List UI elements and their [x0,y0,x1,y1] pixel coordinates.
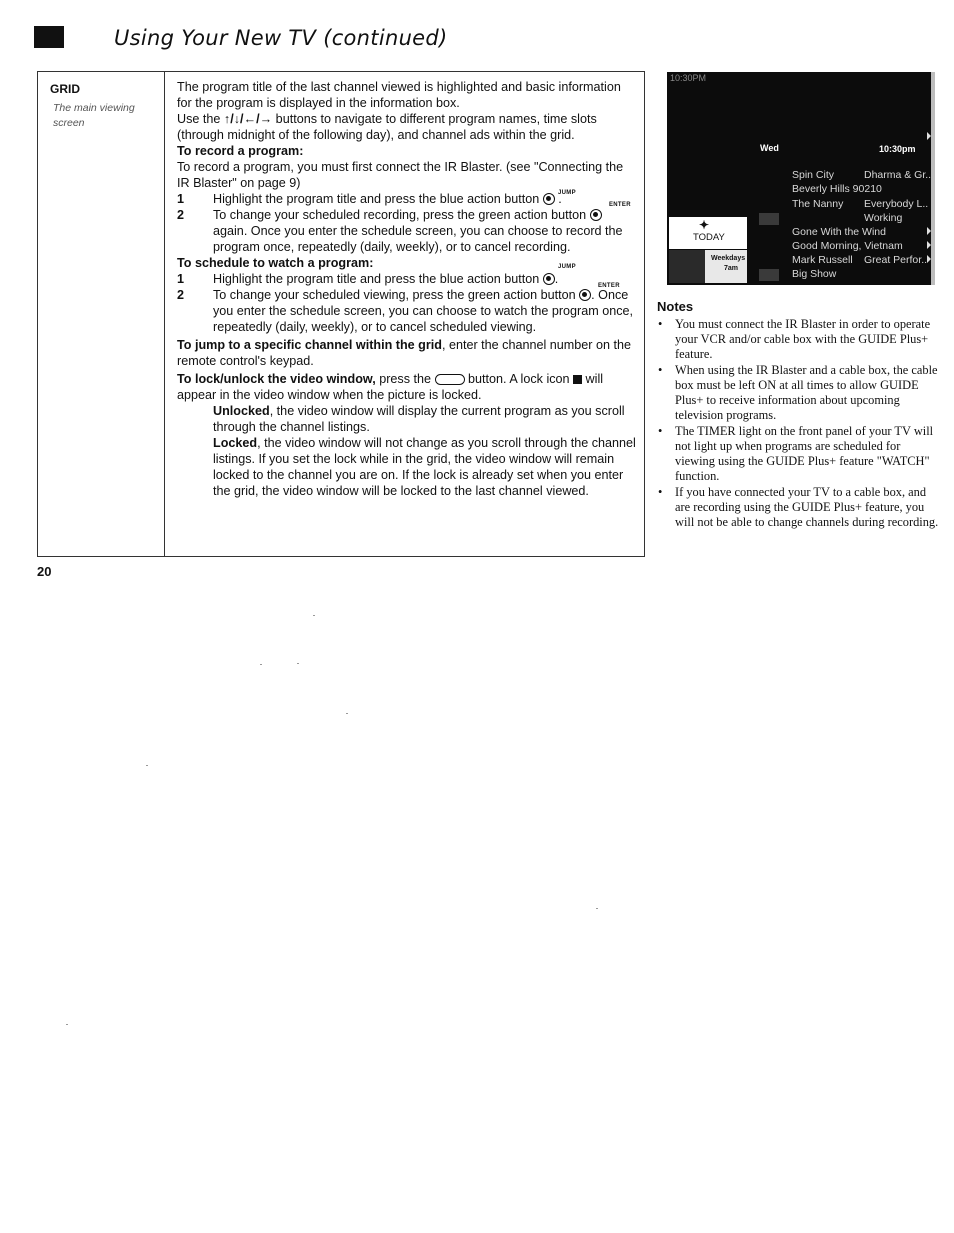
today-panel [669,217,747,249]
channel-logo-icon [759,213,779,225]
lock-button-icon [435,374,465,385]
page-number: 20 [37,564,52,579]
arrow-buttons-icon: ↑/↓/←/→ [223,112,273,126]
sidebar-sublabel: The main viewing screen [53,102,135,129]
section-divider [164,72,165,556]
scan-speck [297,663,299,664]
grid-cell: Dharma & Gr.. [864,169,932,181]
scan-speck [346,713,348,714]
watch-heading: To schedule to watch a program: JUMP [177,255,637,271]
green-action-button-icon [579,289,591,301]
record-heading: To record a program: [177,144,304,158]
grid-instructions [177,79,637,499]
grid-cell: Gone With the Wind [792,226,886,238]
blue-action-button-icon [543,193,555,205]
lock-icon [573,375,582,384]
scan-speck [313,615,315,616]
locked-paragraph: Locked, the video window will not change as you scroll through the channel listings. If you set the lock while in the grid, the video window will remain locked to the channel you are on. If the lock is already set when you enter the grid, the video window will be locked to the last channel viewed. [213,436,636,498]
page-title: Using Your New TV (continued) [114,26,448,50]
list-item: • The TIMER light on the front panel of your TV will not light up when programs are scheduled for viewing using the GUIDE Plus+ feature "WATCH" function. [657,424,942,484]
scan-speck [596,908,598,909]
grid-cell: Great Perfor.. [864,254,928,266]
enter-label: ENTER [598,283,620,289]
lock-paragraph: To lock/unlock the video window, press the button. A lock icon will appear in the video window when the picture is locked. [177,372,604,402]
grid-cell: The Nanny [792,198,844,210]
promo-time: 7am [724,265,739,272]
grid-cell: Good Morning, Vietnam [792,240,903,252]
guide-grid-screenshot [667,72,935,285]
record-text: To record a program, you must first connect the IR Blaster. (see "Connecting the IR Blaster" on page 9) [177,160,624,190]
scan-speck [260,664,262,665]
jump-paragraph: To jump to a specific channel within the grid, enter the channel number on the remote control's keypad. [177,338,632,368]
network-logo-icon: ✦ [699,218,710,232]
grid-cell: Spin City [792,169,835,181]
grid-cell: Beverly Hills 90210 [792,183,882,195]
intro-paragraph: The program title of the last channel viewed is highlighted and basic information for the program is displayed in the information box. [177,80,621,110]
notes-title: Notes [657,299,694,314]
enter-label: ENTER [609,202,631,208]
screen-top-time: 10:30PM [670,73,707,83]
navigate-paragraph: Use the ↑/↓/←/→ buttons to navigate to different program names, time slots (through midnight of the following day), and channel ads within the grid. [177,112,597,142]
green-action-button-icon [590,209,602,221]
record-step-2: 2 To change your scheduled recording, press the green action button again. Once you enter the schedule screen, you can choose to record the program once, repeatedly (daily, weekly), or to cancel recording. [177,208,623,254]
jump-label: JUMP [558,264,576,270]
record-step-1: 1 Highlight the program title and press the blue action button . JUMP ENTER [177,191,637,207]
list-item: • You must connect the IR Blaster in order to operate your VCR and/or cable box with the GUIDE Plus+ feature. [657,317,942,362]
channel-logo-icon [759,269,779,281]
watch-step-2: 2 To change your scheduled viewing, press the green action button . Once you enter the schedule screen, you can choose to watch the program once, repeatedly (daily, weekly), or to cancel scheduled viewing. [177,288,634,334]
grid-cell: Big Show [792,268,837,280]
scan-speck [146,765,148,766]
jump-label: JUMP [558,190,576,196]
blue-action-button-icon [543,273,555,285]
screen-time-slot: 10:30pm [879,144,916,154]
grid-cell: Working [864,212,903,224]
list-item: • If you have connected your TV to a cable box, and are recording using the GUIDE Plus+ feature, you will not be able to change channels during recording. [657,485,942,530]
promo-photo [669,250,705,283]
grid-cell: Mark Russell [792,254,853,266]
sidebar-label: GRID [50,82,80,96]
screen-day: Wed [760,143,779,153]
unlocked-paragraph: Unlocked, the video window will display the current program as you scroll through the channel listings. [213,404,625,434]
watch-step-1: 1 Highlight the program title and press the blue action button . ENTER [177,271,637,287]
header-block-icon [34,26,64,48]
grid-cell: Everybody L.. [864,198,929,210]
scan-speck [66,1024,68,1025]
screen-edge [931,72,935,285]
promo-ad [669,250,747,283]
list-item: • When using the IR Blaster and a cable box, the cable box must be left ON at all times to allow GUIDE Plus+ to receive information about upcoming television programs. [657,363,942,423]
today-label: TODAY [693,232,725,243]
notes-list [657,317,942,531]
promo-day: Weekdays [711,255,746,262]
